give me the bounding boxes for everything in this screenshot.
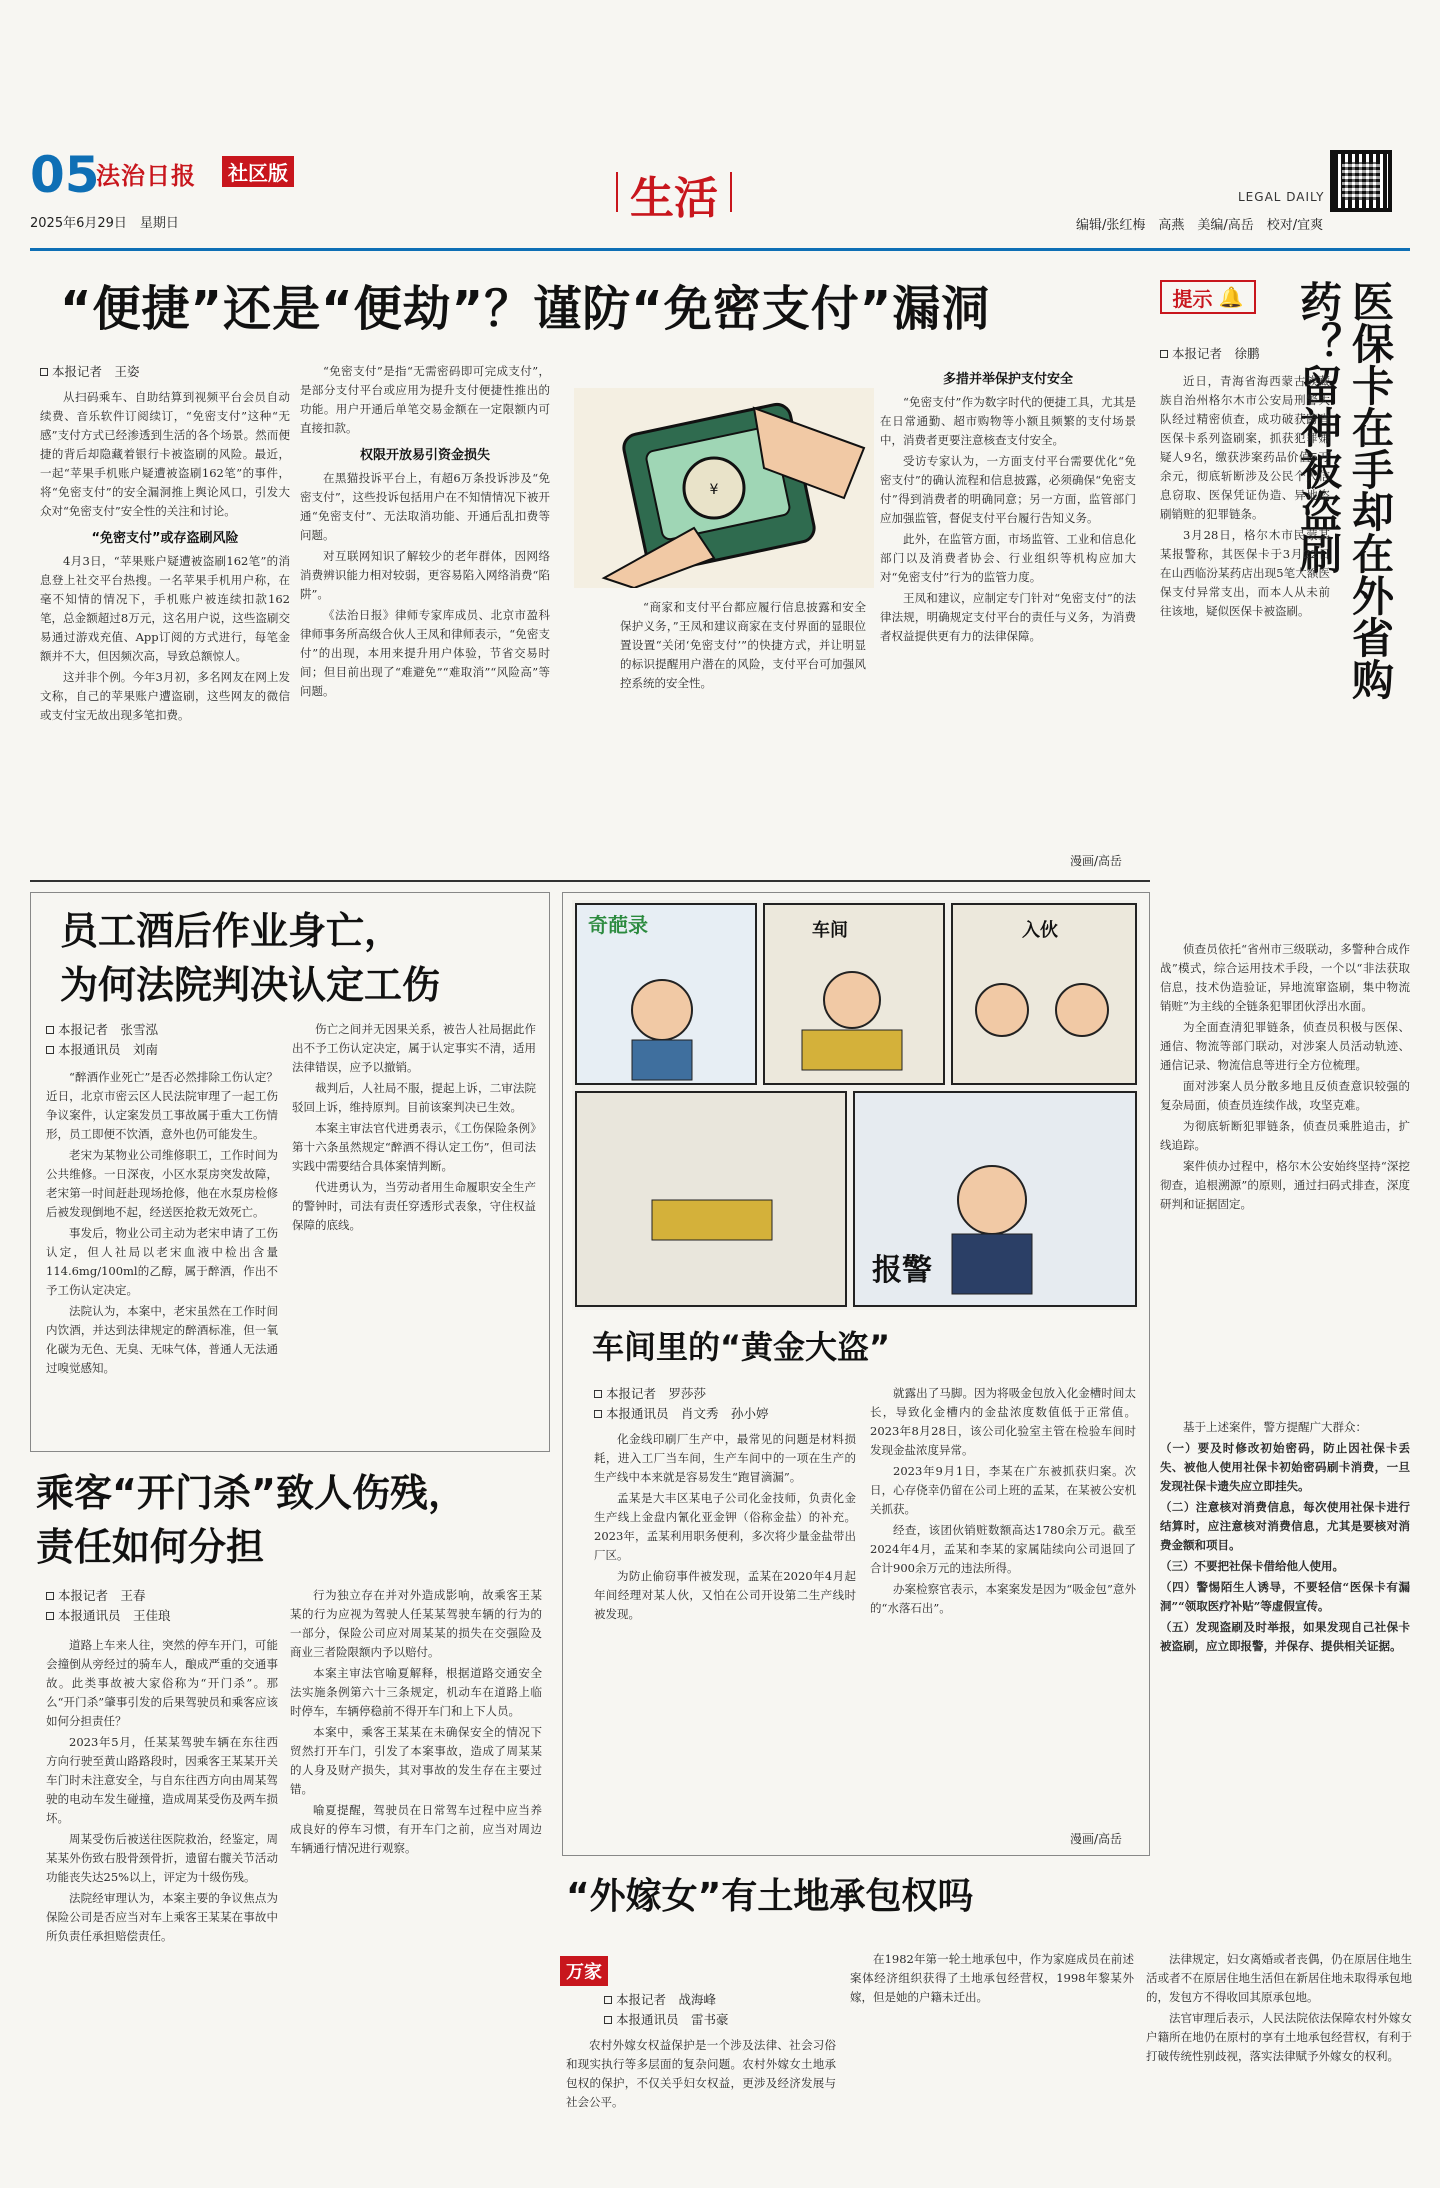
masthead-rule [30,248,1410,251]
article4-headline: 车间里的“黄金大盗” [592,1328,891,1366]
article5-p2: 在1982年第一轮土地承包中，作为家庭成员在前述案体经济组织获得了土地承包经营权，1998年黎某外嫁，但是她的户籍未迁出。 [850,1952,1134,2004]
article2-p2: 老宋为某物业公司维修职工，工作时间为公共维修。一日深夜，小区水泵房突发故障，老宋第一时间赶赴现场抢修，他在水泵房检修后被发现倒地不起，经送医抢救无效死亡。 [46,1148,278,1219]
sidebar-byline: 本报记者 徐鹏 [1160,344,1260,364]
article1-p1: 从扫码乘车、自助结算到视频平台会员自动续费、音乐软件订阅续订，“免密支付”这种“无感”支付方式已经渗透到生活的各个场景。然而便捷的背后却隐藏着银行卡被盗刷的风险。最近，一起“苹果手机账户疑遭被盗刷162笔”的事件，将“免密支付”的安全漏洞推上舆论风口，引发大众对“免密支付”安全性的关注和讨论。 [40,390,290,518]
page-number: 05 [30,146,100,204]
article1-caption: 漫画/高岳 [1070,854,1123,868]
article5-col1 [566,2036,836,2176]
comic-label-alarm: 报警 [872,1253,932,1288]
tip-label-box [1160,280,1256,314]
article1-p3: 这并非个例。今年3月初，多名网友在网上发文称，自己的苹果账户遭盗刷，这些网友的微信或支付宝无故出现多笔扣费。 [40,670,290,722]
article3-p4: 法院经审理认为，本案主要的争议焦点为保险公司是否应当对车上乘客王某某在事故中所负责任承担赔偿责任。 [46,1891,278,1943]
article1-p2: 4月3日，“苹果账户疑遭被盗刷162笔”的消息登上社交平台热搜。一名苹果手机用户称，在毫不知情的情况下，手机账户被连续扣款162笔，总金额超过8万元，这名用户说，这些盗刷交易通过游戏充值、App订阅的方式进行，每笔金额并不大，但因频次高，导致总额惊人。 [40,554,290,663]
sidebar-tip-5: （五）发现盗刷及时举报，如果发现自己社保卡被盗刷，应立即报警，并保存、提供相关证据。 [1160,1620,1410,1653]
article1-p9: “免密支付”作为数字时代的便捷工具，尤其是在日常通勤、超市购物等小额且频繁的支付场景中，消费者更要注意核查支付安全。 [880,395,1136,447]
article3-p6: 本案主审法官喻夏解释，根据道路交通安全法实施条例第六十三条规定，机动车在道路上临时停车，车辆停稳前不得开车门和上下人员。 [290,1666,542,1718]
sidebar-p1: 近日，青海省海西蒙古族藏族自治州格尔木市公安局刑警大队经过精密侦查，成功破获跨省医保卡系列盗刷案，抓获犯罪嫌疑人9名，缴获涉案药品价值5万余元，彻底斩断涉及公民个人信息窃取、医保凭证伪造、异地盗刷销赃的犯罪链条。 [1160,374,1330,521]
sidebar-p7: 案件侦办过程中，格尔木公安始终坚持“深挖彻查，追根溯源”的原则，通过扫码式排查，深度研判和证据固定。 [1160,1159,1410,1211]
article3-p5: 行为独立存在并对外造成影响，故乘客王某某的行为应视为驾驶人任某某驾驶车辆的行为的一部分，保险公司应对周某某的损失在交强险及商业三者险限额内予以赔付。 [290,1588,542,1659]
article3-headline-line1: 乘客“开门杀”致人伤残， [36,1471,466,1515]
article3-bylines: 本报记者 王春 本报通讯员 王佳琅 [46,1586,171,1626]
article3-p2: 2023年5月，任某某驾驶车辆在东往西方向行驶至黄山路路段时，因乘客王某某开关车门时未注意安全，与自东往西方向由周某驾驶的电动车发生碰撞，造成周某受伤及两车损坏。 [46,1735,278,1825]
comic-label-workshop: 车间 [812,920,848,941]
article4-bylines: 本报记者 罗莎莎 本报通讯员 肖文秀 孙小婷 [594,1384,769,1424]
article5-p1: 农村外嫁女权益保护是一个涉及法律、社会习俗和现实执行等多层面的复杂问题。农村外嫁女土地承包权的保护，不仅关乎妇女权益，更涉及经济发展与社会公平。 [566,2038,836,2109]
gold-thief-comic [572,900,1140,1310]
article2-col1 [46,1068,278,1444]
article2-p5: 伤亡之间并无因果关系，被告人社局据此作出不予工伤认定决定，属于认定事实不清，适用法律错误，应予以撤销。 [292,1022,536,1074]
article1-byline: 本报记者 王姿 [40,362,140,382]
legal-daily-label: LEGAL DAILY [1238,190,1325,204]
article2-p8: 代进勇认为，当劳动者用生命履职安全生产的警钟时，司法有责任穿透形式表象，守住权益保障的底线。 [292,1180,536,1232]
bell-icon: 🔔 [1218,285,1244,309]
article2-bylines: 本报记者 张雪泓 本报通讯员 刘南 [46,1020,158,1060]
sidebar-p5: 面对涉案人员分散多地且反侦查意识较强的复杂局面，侦查员连续作战，攻坚克难。 [1160,1079,1410,1112]
article5-bylines: 本报记者 战海峰 本报通讯员 雷书豪 [604,1990,729,2030]
sidebar-tip-2: （二）注意核对消费信息，每次使用社保卡进行结算时，应注意核对消费信息，尤其是要核对消费金额和项目。 [1160,1500,1410,1552]
issue-date: 2025年6月29日 星期日 [30,216,179,231]
section-divider [30,880,1150,882]
article2-headline [60,904,440,1012]
edition-badge: 社区版 [222,156,294,187]
article1-col3 [620,598,866,848]
article2-col2 [292,1020,536,1444]
article2-p7: 本案主审法官代进勇表示，《工伤保险条例》第十六条虽然规定“醉酒不得认定工伤”，但司法实践中需要结合具体案情判断。 [292,1121,536,1173]
article5-col3 [1146,1950,1412,2176]
article4-p4: 就露出了马脚。因为将吸金包放入化金槽时间太长，导致化金槽内的金盐浓度数值低于正常值。2023年8月28日，该公司化验室主管在检验车间时发现金盐浓度异常。 [870,1386,1136,1457]
article1-sub3: 多措并举保护支付安全 [942,372,1073,387]
article2-p6: 裁判后，人社局不服，提起上诉，二审法院驳回上诉，维持原判。目前该案判决已生效。 [292,1081,536,1114]
article5-p3: 法律规定，妇女离婚或者丧偶，仍在原居住地生活或者不在原居住地生活但在新居住地未取得承包地的，发包方不得收回其原承包地。 [1146,1952,1412,2004]
article3-p8: 喻夏提醒，驾驶员在日常驾车过程中应当养成良好的停车习惯，有开车门之前，应当对周边车辆通行情况进行观察。 [290,1803,542,1855]
article3-p1: 道路上车来人往，突然的停车开门，可能会撞倒从旁经过的骑车人，酿成严重的交通事故。此类事故被大家俗称为“开门杀”。那么“开门杀”肇事引发的后果驾驶员和乘客应该如何分担责任？ [46,1638,278,1728]
article1-sub1: “免密支付”或存盗刷风险 [91,531,239,546]
article1-col4 [880,362,1136,848]
article3-p3: 周某受伤后被送往医院救治，经鉴定，周某某外伤致右股骨颈骨折，遗留右髋关节活动功能丧失达25%以上，评定为十级伤残。 [46,1832,278,1884]
article4-p7: 办案检察官表示，本案案发是因为“吸金包”意外的“水落石出”。 [870,1582,1136,1615]
article4-p1: 化金线印刷厂生产中，最常见的问题是材料损耗，进入工厂当车间，生产车间中的一项在生产的生产线中本来就是容易发生“跑冒滴漏”。 [594,1432,856,1484]
article4-col2 [870,1384,1136,1824]
article4-caption: 漫画/高岳 [1070,1832,1123,1846]
article1-p6: 对互联网知识了解较少的老年群体，因网络消费辨识能力相对较弱，更容易陷入网络消费“陷阱”。 [300,549,550,601]
sidebar-headline: 医保卡在手却在外省购药？留神被盗刷 [1294,280,1395,700]
article1-col2 [300,362,550,848]
sidebar-tip-4: （四）警惕陌生人诱导，不要轻信“医保卡有漏洞”“领取医疗补贴”等虚假宣传。 [1160,1580,1410,1613]
article5-p4: 法官审理后表示，人民法院依法保障农村外嫁女户籍所在地仍在原村的享有土地承包经营权，有利于打破传统性别歧视，落实法律赋予外嫁女的权利。 [1146,2011,1412,2063]
article3-headline [36,1466,466,1574]
svg-text:¥: ¥ [709,482,719,498]
article2-p1: “醉酒作业死亡”是否必然排除工伤认定？近日，北京市密云区人民法院审理了一起工伤争议案件，认定案发员工事故属于重大工伤情形，员工即便不饮酒，意外也仍可能发生。 [46,1070,278,1141]
article1-p11: 此外，在监管方面，市场监管、工业和信息化部门以及消费者协会、行业组织等机构应加大对“免密支付”行为的监管力度。 [880,532,1136,584]
article4-p3: 为防止偷窃事件被发现，孟某在2020年4月起年间经理对某人伙，又怕在公司开设第二生产线时被发现。 [594,1569,856,1621]
wanjia-tag: 万家 [560,1956,608,1986]
sidebar-p6: 为彻底斩断犯罪链条，侦查员乘胜追击，扩线追踪。 [1160,1119,1410,1152]
article4-p5: 2023年9月1日，李某在广东被抓获归案。次日，心存侥幸仍留在公司上班的孟某，在某被公安机关抓获。 [870,1464,1136,1516]
article1-headline: “便捷”还是“便劫”？谨防“免密支付”漏洞 [60,281,991,337]
article1-p7: 《法治日报》律师专家库成员、北京市盈科律师事务所高级合伙人王凤和律师表示，“免密支付”的出现，本用来提升用户体验，节省交易时间；但目前出现了“难避免”“难取消”“风险高”等问题。 [300,608,550,698]
article1-p5: 在黑猫投诉平台上，有超6万条投诉涉及“免密支付”，这些投诉包括用户在不知情情况下被开通“免密支付”、无法取消功能、开通后乱扣费等问题。 [300,471,550,542]
masthead [30,146,1410,238]
article1-p12: 王凤和建议，应制定专门针对“免密支付”的法律法规，明确规定支付平台的责任与义务，为消费者权益提供更有力的法律保障。 [880,591,1136,643]
article4-p6: 经查，该团伙销赃数额高达1780余万元。截至2024年4月，孟某和李某的家属陆续向公司退回了合计900余万元的违法所得。 [870,1523,1136,1575]
editors-line: 编辑/张红梅 高燕 美编/高岳 校对/宜爽 [1076,218,1324,233]
article1-p4: “免密支付”是指“无需密码即可完成支付”，是部分支付平台或应用为提升支付便捷性推出的功能。用户开通后单笔交易金额在一定限额内可直接扣款。 [300,364,550,435]
section-title: 生活 [630,162,718,226]
article1-sub2: 权限开放易引资金损失 [359,448,490,463]
sidebar-p3: 侦查员依托“省州市三级联动，多警种合成作战”模式，综合运用技术手段，一个以“非法获取信息，技术伪造验证，异地流窜盗刷，集中物流销赃”为主线的全链条犯罪团伙浮出水面。 [1160,942,1410,1013]
sidebar-p4: 为全面查清犯罪链条，侦查员积极与医保、通信、物流等部门联动，对涉案人员活动轨迹、通信记录、物流信息等进行全方位梳理。 [1160,1020,1410,1072]
article5-headline: “外嫁女”有土地承包权吗 [566,1876,974,1917]
tip-label: 提示 [1172,286,1213,311]
article3-p7: 本案中，乘客王某某在未确保安全的情况下贸然打开车门，引发了本案事故，造成了周某某的人身及财产损失，其对事故的发生存在主要过错。 [290,1725,542,1796]
comic-label-join: 入伙 [1022,920,1058,941]
comic-logo: 奇葩录 [588,913,648,937]
article2-headline-line2: 为何法院判决认定工伤 [60,963,441,1007]
article2-p4: 法院认为，本案中，老宋虽然在工作时间内饮酒，并达到法律规定的醉酒标准，但一氧化碳为无色、无臭、无味气体，普通人无法通过嗅觉感知。 [46,1304,278,1375]
article2-headline-line1: 员工酒后作业身亡， [60,909,403,953]
article1-col1 [40,388,290,848]
article3-col1 [46,1636,278,2176]
sidebar-p8: 基于上述案件，警方提醒广大群众： [1183,1420,1367,1434]
sidebar-tips-list [1160,1418,1410,1858]
article1-p10: 受访专家认为，一方面支付平台需要优化“免密支付”的确认流程和信息披露，必须确保“免密支付”得到消费者的明确同意；另一方面，监管部门应加强监管，督促支付平台履行告知义务。 [880,454,1136,525]
payment-cartoon-illustration [574,388,874,588]
article3-headline-line2: 责任如何分担 [36,1525,265,1569]
article4-p2: 孟某是大丰区某电子公司化金技师，负责化金生产线上金盘内氰化亚金钾（俗称金盐）的补充。2023年，孟某利用职务便利，多次将少量金盐带出厂区。 [594,1491,856,1562]
article4-col1 [594,1430,856,1844]
sidebar-col-top [1160,372,1330,932]
paper-name: 法治日报 [96,161,196,190]
article2-p3: 事发后，物业公司主动为老宋申请了工伤认定，但人社局以老宋血液中检出含量114.6mg/100ml的乙醇，属于醉酒，作出不予工伤认定决定。 [46,1226,278,1297]
sidebar-p2: 3月28日，格尔木市民蒙某某报警称，其医保卡于3月22日在山西临汾某药店出现5笔大额医保支付异常支出，而本人从未前往该地，疑似医保卡被盗刷。 [1160,528,1330,618]
sidebar-col-mid [1160,940,1410,1410]
sidebar-tip-1: （一）要及时修改初始密码，防止因社保卡丢失、被他人使用社保卡初始密码刷卡消费，一旦发现社保卡遗失应立即挂失。 [1160,1441,1410,1493]
qr-code-icon[interactable] [1330,150,1392,212]
article1-p8: “商家和支付平台都应履行信息披露和安全保护义务，”王凤和建议商家在支付界面的显眼位置设置“关闭‘免密支付’”的快捷方式，并让明显的标识提醒用户潜在的风险，支付平台可加强风控系统的安全性。 [620,600,866,690]
sidebar-tip-3: （三）不要把社保卡借给他人使用。 [1160,1559,1344,1573]
article5-col2 [850,1950,1134,2176]
article3-col2 [290,1586,542,2176]
